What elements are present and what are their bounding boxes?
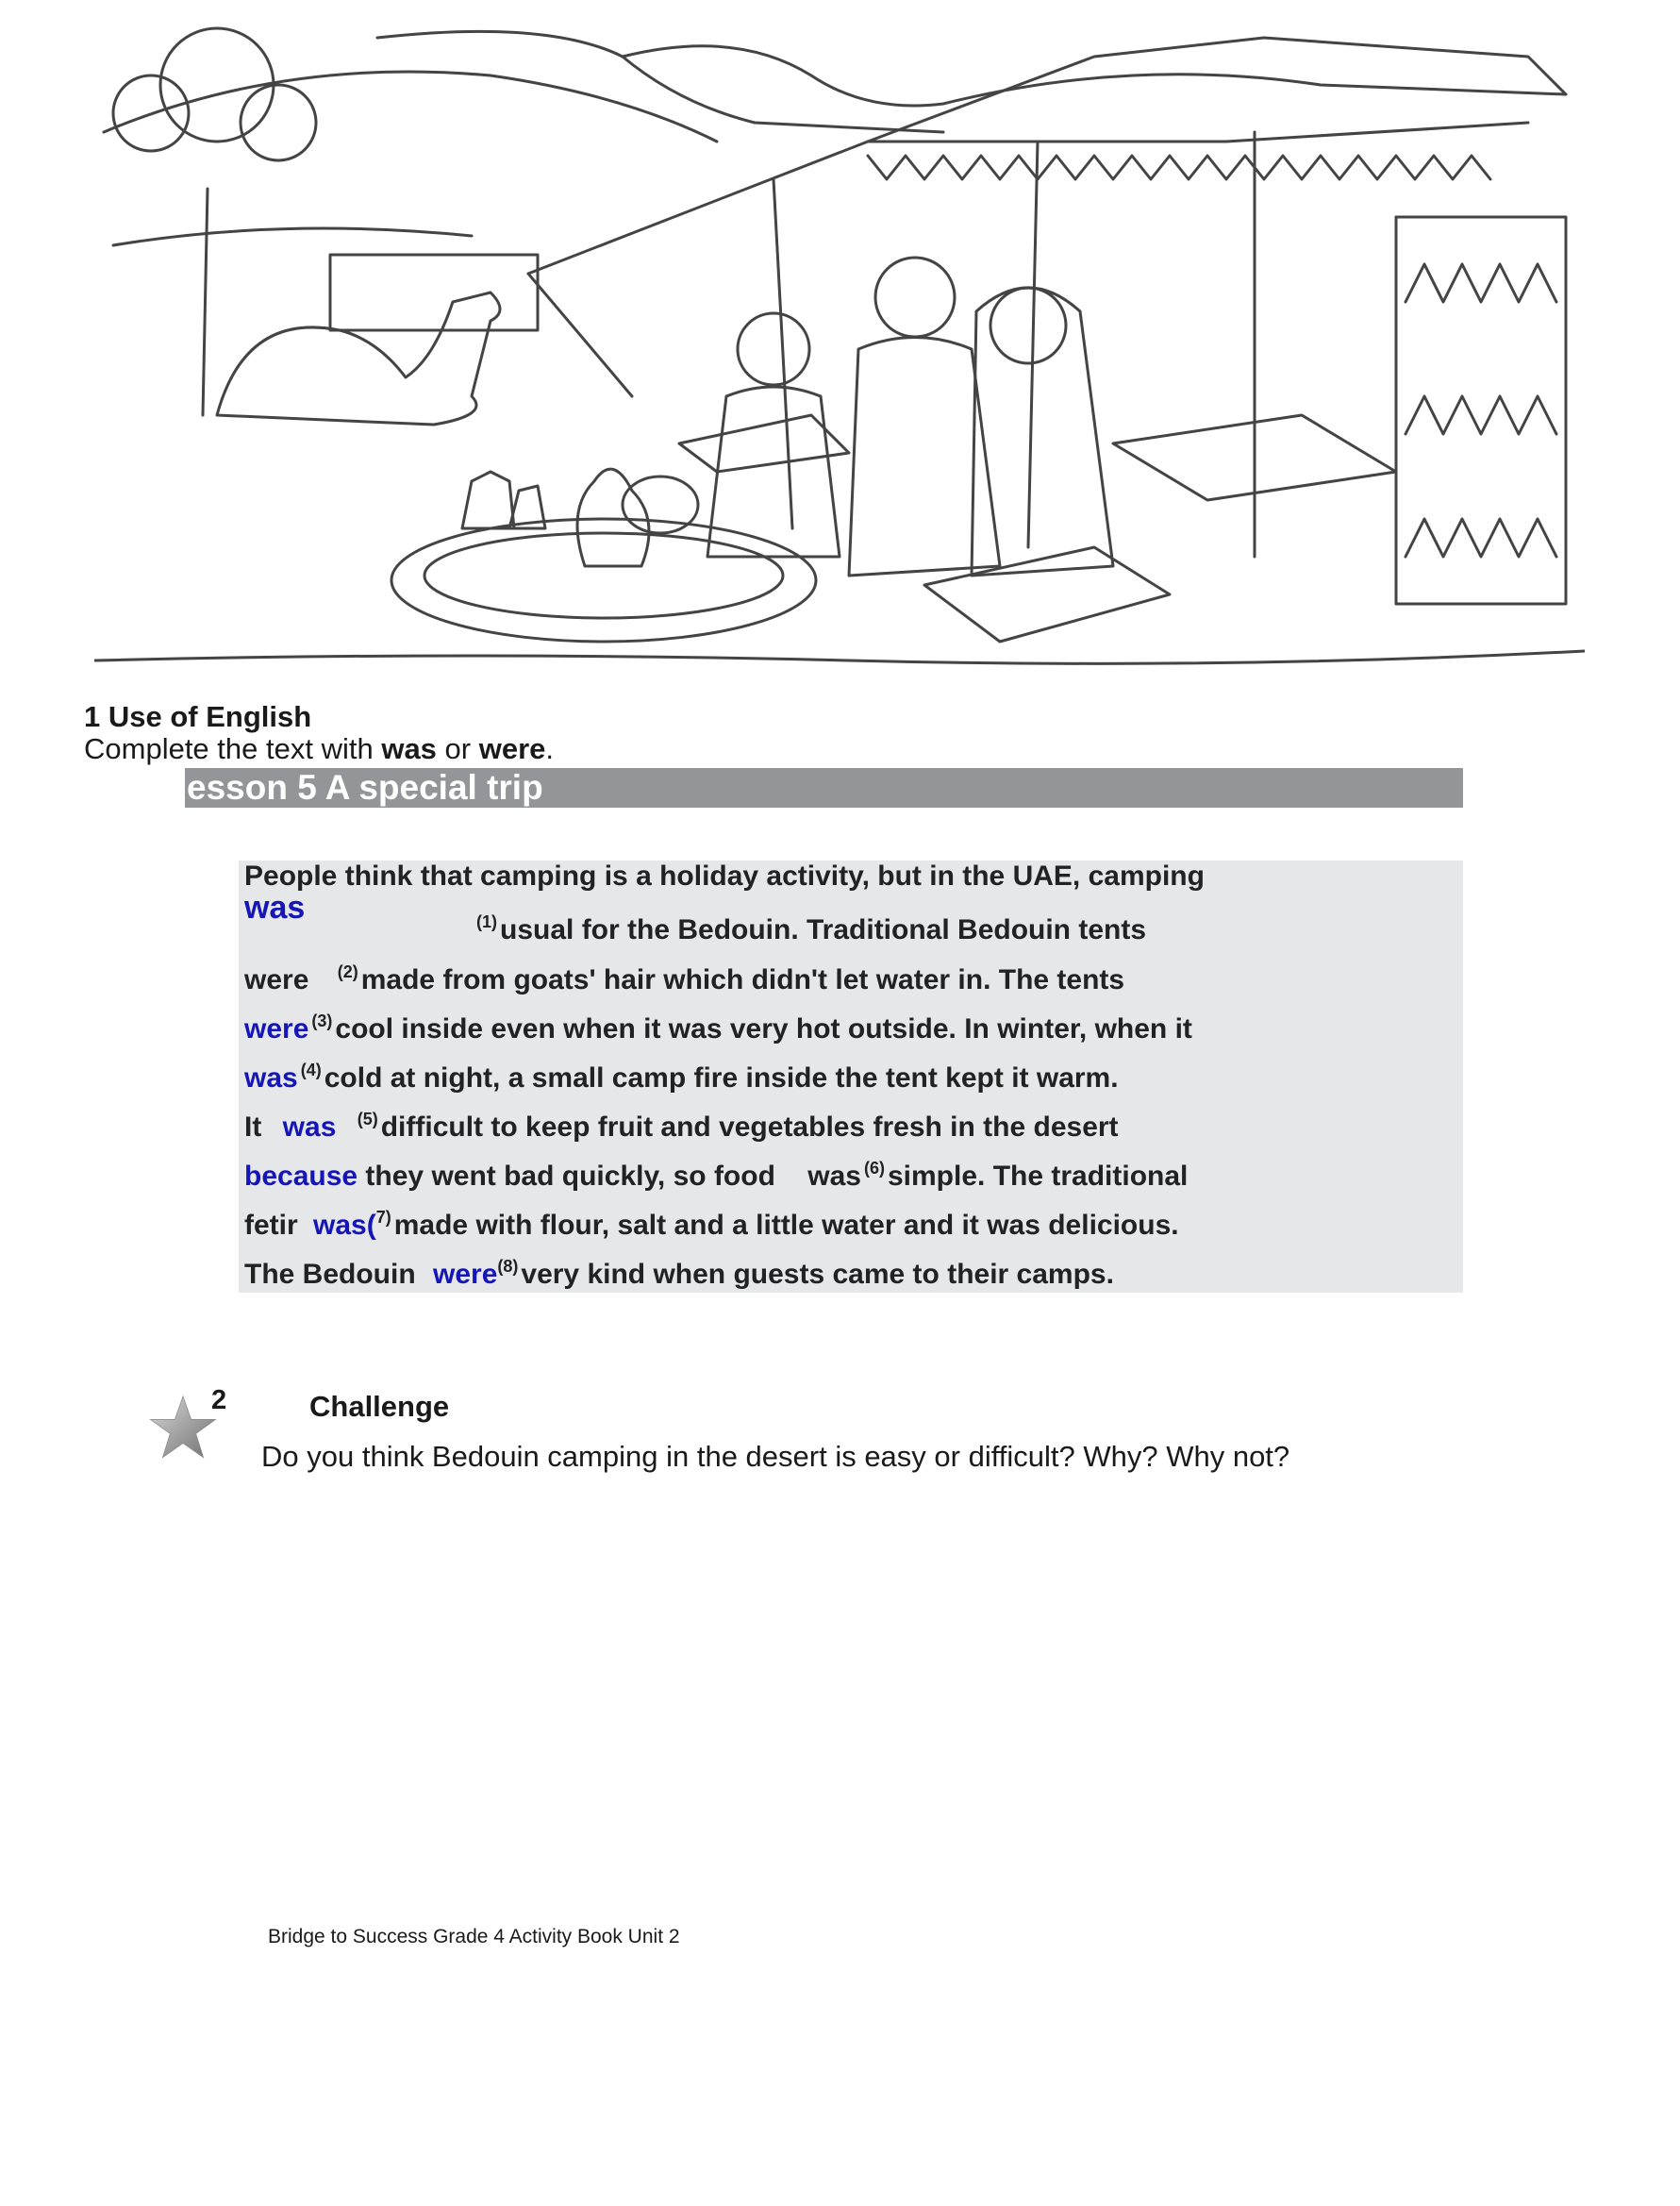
food-platter-inner — [424, 533, 783, 618]
challenge-title: Challenge — [309, 1390, 450, 1423]
tent-roof — [528, 38, 1566, 274]
blank-number: (2) — [337, 962, 358, 981]
blank-number: 7) — [375, 1208, 391, 1227]
tent-pole — [1028, 142, 1038, 547]
answer-4: was — [244, 1062, 298, 1094]
blank-number: (1) — [476, 912, 497, 931]
passage-line-5: was $^{(4)}$ cold at night, a small camp fire inside the tent kept it warm. — [244, 1061, 1119, 1094]
blank-number: (5) — [357, 1110, 378, 1128]
dune-line — [623, 46, 1566, 106]
tent-rope — [528, 274, 632, 396]
coffee-pot — [462, 472, 514, 528]
challenge-number: 2 — [211, 1385, 227, 1415]
dune-line — [113, 228, 472, 245]
answer-3: were — [244, 1013, 309, 1045]
blank-number: (6) — [863, 1159, 885, 1178]
mother-head — [990, 288, 1066, 363]
passage-line-7: because they went bad quickly, so food was $^{(6)}$ simple. The traditional — [244, 1159, 1189, 1192]
challenge-question: Do you think Bedouin camping in the desert is easy or difficult? Why? Why not? — [261, 1440, 1290, 1473]
answer-8: were — [433, 1259, 498, 1290]
mother-body — [972, 288, 1113, 576]
dune-line — [104, 72, 717, 142]
lesson-header-bar: esson 5 A special trip — [185, 768, 1463, 808]
tent-roof — [868, 123, 1528, 142]
passage-line-3: were $^{(2)}$ made from goats' hair which didn't let water in. The tents — [244, 962, 1125, 995]
answer-7: was( — [313, 1210, 376, 1241]
answer-1: was — [244, 890, 306, 926]
father-head — [875, 258, 955, 337]
passage-line-6: It was $^{(5)}$ difficult to keep fruit and vegetables fresh in the desert — [244, 1110, 1119, 1143]
exercise-title: 1 Use of English — [84, 700, 312, 733]
bedouin-camp-illustration — [94, 0, 1585, 684]
tree-foliage — [241, 85, 316, 160]
blank-number: (8) — [497, 1257, 519, 1276]
ground-line — [94, 651, 1585, 663]
curtain-pattern — [1406, 519, 1556, 557]
father-body — [849, 338, 1000, 577]
passage-line-8: fetir was($^{7)}$ made with flour, salt and a little water and it was delicious. — [244, 1208, 1179, 1241]
rug — [924, 547, 1170, 642]
tree-trunk — [203, 189, 208, 415]
passage-line-1: People think that camping is a holiday activity, but in the UAE, camping — [244, 861, 1205, 892]
tent-zigzag — [868, 156, 1490, 179]
clay-pot — [623, 476, 698, 533]
passage-line-9: The Bedouin were$^{(8)}$ very kind when guests came to their camps. — [244, 1257, 1114, 1290]
tent-pole — [773, 179, 792, 528]
exercise-instruction: Complete the text with was or were. — [84, 732, 555, 765]
keyword-were: were — [478, 732, 546, 765]
food-platter — [391, 519, 816, 642]
answer-2: were — [244, 964, 309, 995]
passage-line-2 — [244, 890, 305, 927]
challenge-star-icon — [149, 1394, 217, 1462]
page-footer: Bridge to Success Grade 4 Activity Book Unit 2 — [268, 1926, 680, 1947]
camel — [217, 292, 500, 425]
curtain-pattern — [1406, 264, 1556, 302]
fence — [330, 255, 538, 330]
passage-line-2b: $^{(1)}$ usual for the Bedouin. Traditional Bedouin tents — [476, 912, 1147, 945]
tent-curtain — [1396, 217, 1566, 604]
passage-line-4: were $^{(3)}$ cool inside even when it was very hot outside. In winter, when it — [244, 1011, 1192, 1045]
answer-because: because — [244, 1161, 358, 1192]
curtain-pattern — [1406, 396, 1556, 434]
keyword-was: was — [381, 732, 437, 765]
blank-number: (4) — [300, 1061, 322, 1079]
answer-5: was — [282, 1111, 337, 1143]
answer-6: was — [807, 1161, 861, 1192]
blank-number: (3) — [311, 1011, 333, 1030]
boy-head — [738, 313, 809, 385]
